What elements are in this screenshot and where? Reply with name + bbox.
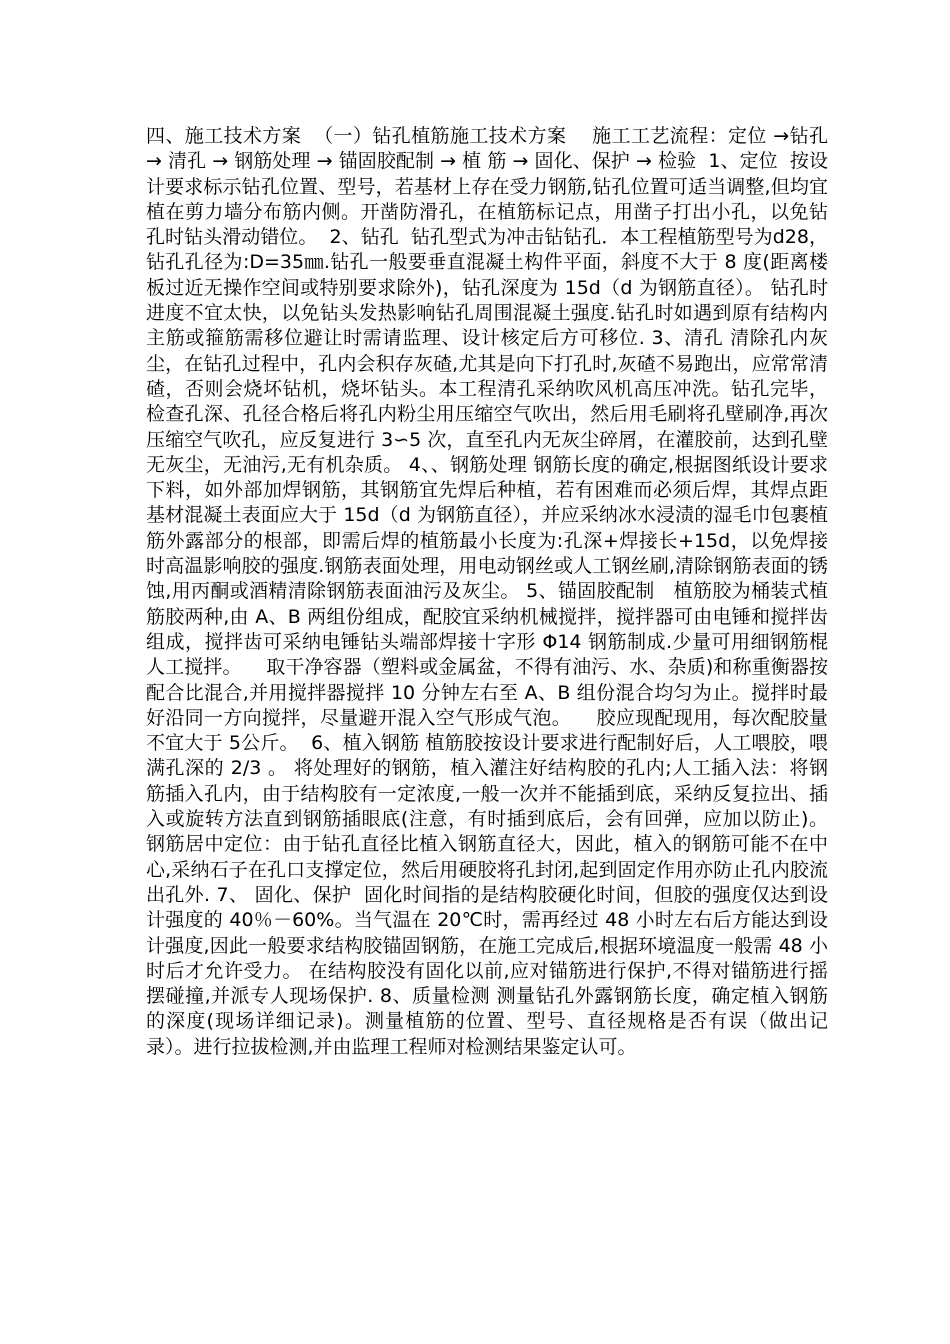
document-body-text: 四、施工技术方案 （一）钻孔植筋施工技术方案 施工工艺流程：定位 →钻孔 → 清孔 → 钢筋处理 → 锚固胶配制 → 植 筋 → 固化、保护 → 检验 1、定位 按设计要求标示钻孔位置、型号，若基材上存在受力钢筋,钻孔位置可适当调整,但均宜植在剪力墙分布筋内侧。开凿防滑孔，在植筋标记点，用凿子打出小孔，以免钻孔时钻头滑动错位。 2、钻孔 钻孔型式为冲击钻钻孔．本工程植筋型号为d28，钻孔孔径为:D=35㎜.钻孔一般要垂直混凝土构件平面，斜度不大于 8 度(距离楼板过近无操作空间或特别要求除外)，钻孔深度为 15d（d 为钢筋直径）。 钻孔时进度不宜太快，以免钻头发热影响钻孔周围混凝土强度.钻孔时如遇到原有结构内主筋或箍筋需移位避让时需请监理、设计核定后方可移位. 3、清孔 清除孔内灰尘，在钻孔过程中，孔内会积存灰碴,尤其是向下打孔时,灰碴不易跑出，应常常清碴，否则会烧坏钻机，烧坏钻头。本工程清孔采纳吹风机高压冲洗。钻孔完毕，检查孔深、孔径合格后将孔内粉尘用压缩空气吹出，然后用毛刷将孔壁刷净,再次压缩空气吹孔，应反复进行 3∽5 次，直至孔内无灰尘碎屑，在灌胶前，达到孔壁无灰尘，无油污,无有机杂质。 4、、钢筋处理 钢筋长度的确定,根据图纸设计要求下料，如外部加焊钢筋，其钢筋宜先焊后种植，若有困难而必须后焊，其焊点距基材混凝土表面应大于 15d（d 为钢筋直径），并应采纳冰水浸渍的湿毛巾包裹植筋外露部分的根部，即需后焊的植筋最小长度为:孔深+焊接长+15d，以免焊接时高温影响胶的强度.钢筋表面处理，用电动钢丝或人工钢丝刷,清除钢筋表面的锈蚀,用丙酮或酒精清除钢筋表面油污及灰尘。 5、锚固胶配制 植筋胶为桶装式植筋胶两种,由 A、B 两组份组成，配胶宜采纳机械搅拌，搅拌器可由电锤和搅拌齿组成，搅拌齿可采纳电锤钻头端部焊接十字形 Φ14 钢筋制成.少量可用细钢筋棍人工搅拌。 取干净容器（塑料或金属盆，不得有油污、水、杂质)和称重衡器按配合比混合,并用搅拌器搅拌 10 分钟左右至 A、B 组份混合均匀为止。搅拌时最好沿同一方向搅拌，尽量避开混入空气形成气泡。 胶应现配现用，每次配胶量不宜大于 5公斤。 6、植入钢筋 植筋胶按设计要求进行配制好后，人工喂胶，喂满孔深的 2/3 。 将处理好的钢筋，植入灌注好结构胶的孔内;人工插入法：将钢筋插入孔内，由于结构胶有一定浓度,一般一次并不能插到底，采纳反复拉出、插入或旋转方法直到钢筋插眼底(注意，有时插到底后，会有回弹，应加以防止)。 钢筋居中定位：由于钻孔直径比植入钢筋直径大，因此，植入的钢筋可能不在中心,采纳石子在孔口支撑定位，然后用硬胶将孔封闭,起到固定作用亦防止孔内胶流出孔外. 7、 固化、保护 固化时间指的是结构胶硬化时间，但胶的强度仅达到设计强度的 40％－60%。当气温在 20℃时，需再经过 48 小时左右后方能达到设计强度,因此一般要求结构胶锚固钢筋，在施工完成后,根据环境温度一般需 48 小时后才允许受力。 在结构胶没有固化以前,应对锚筋进行保护,不得对锚筋进行摇摆碰撞,并派专人现场保护. 8、质量检测 测量钻孔外露钢筋长度，确定植入钢筋的深度(现场详细记录)。测量植筋的位置、型号、直径规格是否有误（做出记录）。进行拉拔检测,并由监理工程师对检测结果鉴定认可。 xyxy=(146,125,835,1058)
